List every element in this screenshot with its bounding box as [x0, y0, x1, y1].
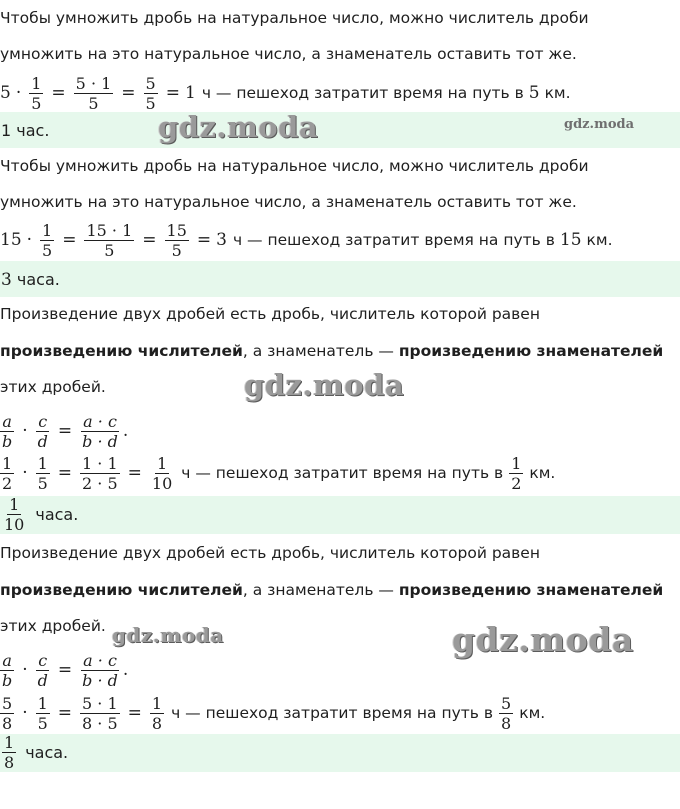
watermark-4: gdz.moda [112, 623, 224, 647]
rule-line-6: произведению числителей, а знаменатель — произведению знаменателей [0, 342, 664, 360]
watermark-2: gdz.moda [564, 117, 635, 132]
watermark-1: gdz.moda [158, 110, 319, 144]
eq1-eq2: = [121, 83, 136, 103]
eq2-frac: $\frac{1}{5}$ [42, 220, 53, 260]
gf2-end: . [122, 660, 129, 680]
eq1-eq3: = [165, 83, 180, 103]
gf2-result: $\frac{a \cdot c}{b \cdot d}$ [82, 650, 118, 690]
eq4-eq2: = [127, 703, 142, 723]
eq1-n: 5 [0, 83, 11, 103]
eq3-eq1: = [57, 463, 73, 483]
gf1-eq: = [57, 421, 73, 441]
eq2-n: 15 [0, 230, 22, 250]
rule-line-7: этих дробей. [0, 378, 106, 396]
eq4-dist: $\frac{5}{8}$ [501, 693, 512, 733]
eq3-phrase: ч — пешеход затратит время на путь в [181, 464, 504, 482]
general-formula-1 [0, 408, 128, 454]
eq4-frac-b: $\frac{1}{5}$ [37, 693, 48, 733]
eq3-dot: · [22, 463, 28, 483]
eq4-eq1: = [57, 703, 73, 723]
answer-box-3 [0, 496, 680, 534]
eq2-eq2: = [142, 230, 157, 250]
eq3-step1: $\frac{1 \cdot 1}{2 \cdot 5}$ [82, 453, 118, 493]
eq1-step2: $\frac{5}{5}$ [145, 73, 156, 113]
eq3-result: $\frac{1}{10}$ [151, 453, 173, 493]
eq2-km: км. [586, 231, 613, 249]
equation-4 [0, 690, 545, 736]
eq2-phrase: ч — пешеход затратит время на путь в [232, 231, 555, 249]
answer-3: $\frac{1}{10}$ часа. [4, 494, 79, 534]
eq1-km: км. [544, 84, 571, 102]
eq4-km: км. [519, 704, 546, 722]
rule-line-2: умножить на это натуральное число, а знаменатель оставить тот же. [0, 45, 577, 63]
answer-4: $\frac{1}{8}$ часа. [4, 732, 69, 772]
eq1-dot: · [15, 83, 22, 103]
eq2-dot: · [26, 230, 33, 250]
gf1-end: . [122, 421, 129, 441]
gf2-eq: = [57, 660, 73, 680]
eq2-eq3: = [196, 230, 212, 250]
watermark-3: gdz.moda [244, 368, 405, 402]
eq1-phrase: ч — пешеход затратит время на путь в [201, 84, 524, 102]
eq1-step1: $\frac{5 \cdot 1}{5}$ [75, 73, 112, 113]
gf2-frac-c: $\frac{c}{d}$ [37, 650, 48, 690]
eq4-result: $\frac{1}{8}$ [151, 693, 163, 733]
rule-line-3: Чтобы умножить дробь на натуральное число, можно числитель дроби [0, 157, 589, 175]
equation-2 [0, 217, 613, 263]
rule-line-10: этих дробей. [0, 617, 106, 635]
watermark-5: gdz.moda [452, 620, 634, 659]
eq2-step1: $\frac{15 \cdot 1}{5}$ [86, 220, 133, 260]
rule-line-9: произведению числителей, а знаменатель — произведению знаменателей [0, 581, 664, 599]
rule-line-1: Чтобы умножить дробь на натуральное число, можно числитель дроби [0, 9, 589, 27]
eq2-result: 3 [216, 230, 227, 250]
eq4-frac-a: $\frac{5}{8}$ [2, 693, 13, 733]
eq4-dot: · [22, 703, 28, 723]
gf1-result: $\frac{a \cdot c}{b \cdot d}$ [82, 411, 118, 451]
gf1-frac-c: $\frac{c}{d}$ [37, 411, 48, 451]
eq2-step2: $\frac{15}{5}$ [166, 220, 187, 260]
eq3-frac-b: $\frac{1}{5}$ [37, 453, 48, 493]
gf2-frac-a: $\frac{a}{b}$ [2, 650, 13, 690]
eq2-eq1: = [62, 230, 77, 250]
rule-line-4: умножить на это натуральное число, а знаменатель оставить тот же. [0, 193, 577, 211]
answer-2: 3 часа. [1, 270, 60, 290]
answer-box-4 [0, 734, 680, 772]
gf1-frac-a: $\frac{a}{b}$ [2, 411, 13, 451]
eq2-dist: 15 [559, 230, 582, 250]
rule-line-5: Произведение двух дробей есть дробь, числитель которой равен [0, 305, 540, 323]
rule-line-8: Произведение двух дробей есть дробь, числитель которой равен [0, 544, 540, 562]
eq3-eq2: = [127, 463, 142, 483]
eq1-dist: 5 [528, 83, 540, 103]
general-formula-2 [0, 647, 128, 693]
eq1-eq1: = [51, 83, 66, 103]
eq3-frac-a: $\frac{1}{2}$ [2, 453, 13, 493]
eq4-phrase: ч — пешеход затратит время на путь в [171, 704, 494, 722]
eq1-result: 1 [184, 83, 196, 103]
eq4-step1: $\frac{5 \cdot 1}{8 \cdot 5}$ [82, 693, 118, 733]
answer-1: 1 час. [1, 121, 50, 140]
answer-box-2 [0, 261, 680, 297]
eq1-frac: $\frac{1}{5}$ [31, 73, 42, 113]
equation-3 [0, 450, 555, 496]
eq3-km: км. [529, 464, 556, 482]
gf2-dot: · [22, 660, 28, 680]
eq3-dist: $\frac{1}{2}$ [511, 453, 522, 493]
gf1-dot: · [22, 421, 28, 441]
